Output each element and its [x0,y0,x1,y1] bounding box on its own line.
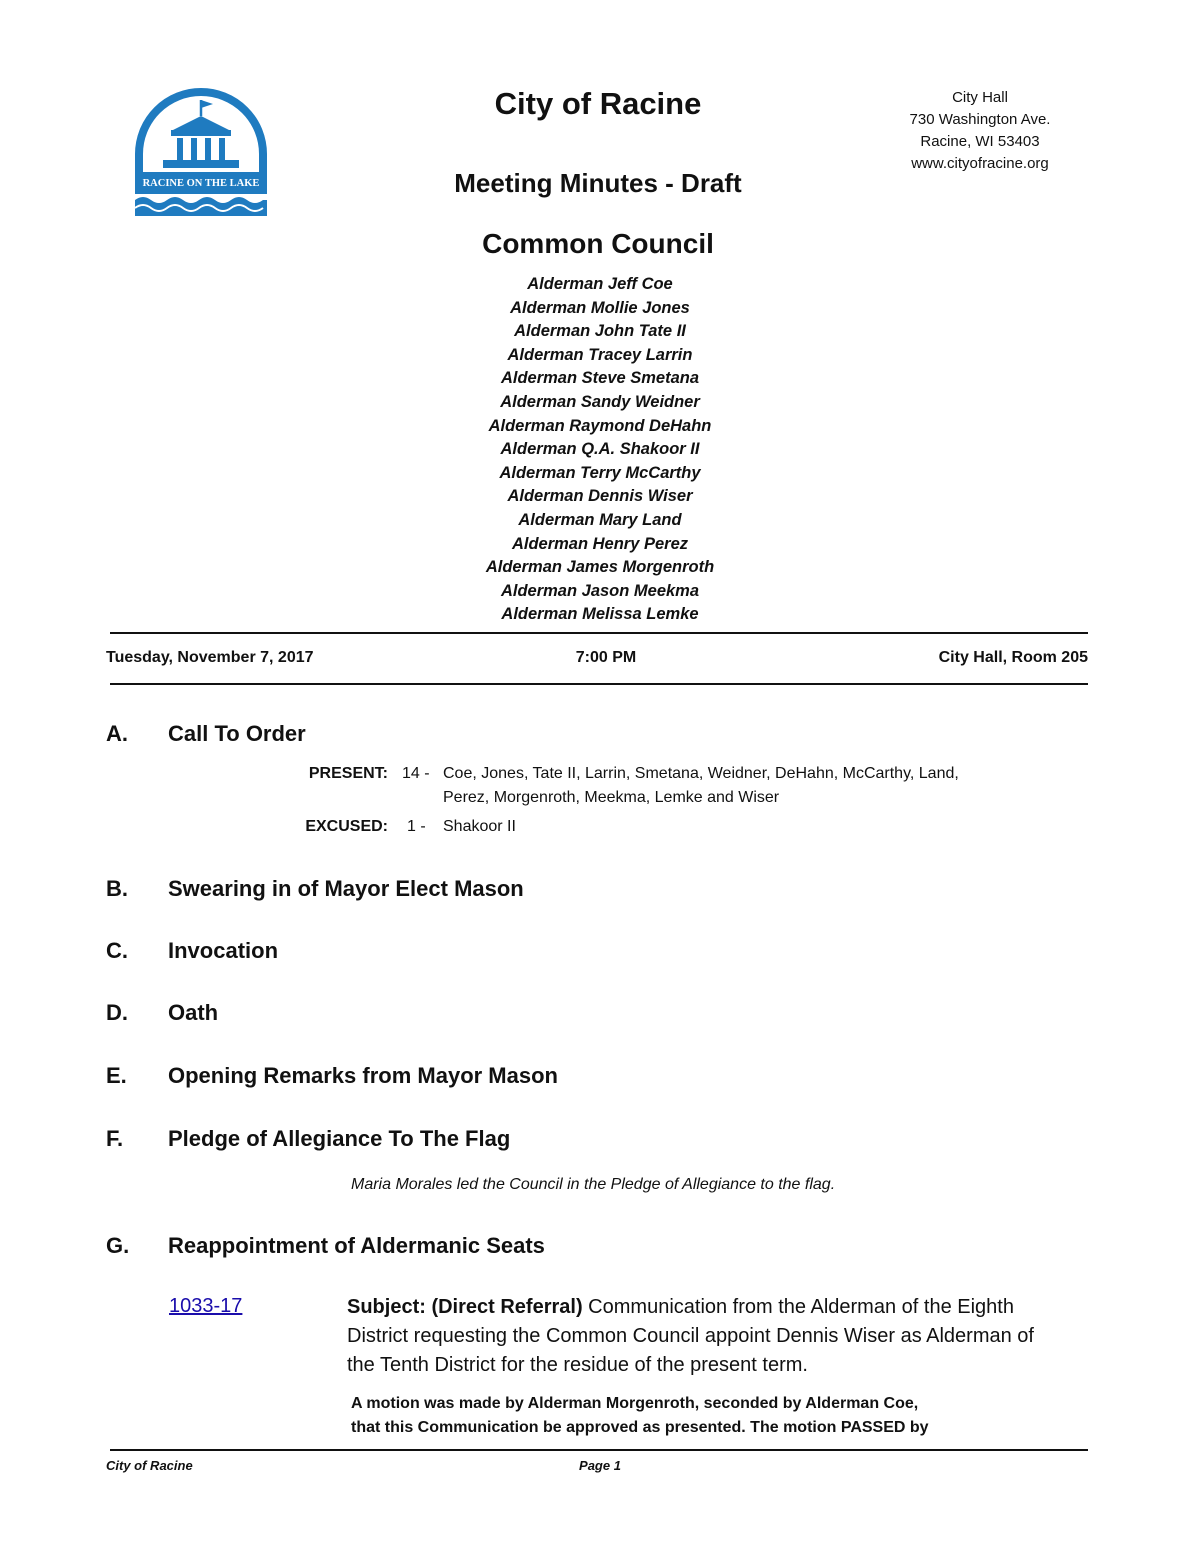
section-heading [106,876,524,902]
alderman-name: Alderman Tracey Larrin [507,345,693,364]
section-letter: A. [106,721,128,746]
pledge-note: Maria Morales led the Council in the Pledge of Allegiance to the flag. [351,1176,836,1193]
address-line: 730 Washington Ave. [909,111,1051,128]
section-title: Pledge of Allegiance To The Flag [168,1126,511,1151]
action-line: A motion was made by Alderman Morgenroth, seconded by Alderman Coe, [351,1395,919,1412]
excused-label: EXCUSED: [305,818,388,835]
subject-text: Communication from the Alderman of the Eighth District requesting the Common Council appoint Dennis Wiser as Alderman of the Tenth District for the residue of the present term. [347,1296,1034,1376]
section-letter: F. [106,1126,124,1151]
alderman-name: Alderman Melissa Lemke [501,605,699,624]
section-title: Swearing in of Mayor Elect Mason [168,876,524,901]
alderman-name: Alderman Terry McCarthy [499,463,701,482]
item-subject [347,1293,1047,1380]
section-title: Oath [168,1000,219,1025]
alderman-name: Alderman Mary Land [518,510,682,529]
address-line: City Hall [952,89,1008,106]
meeting-date: Tuesday, November 7, 2017 [106,649,314,666]
alderman-name: Alderman Jason Meekma [500,581,700,600]
excused-names: Shakoor II [443,818,516,835]
alderman-name: Alderman Mollie Jones [510,298,690,317]
website-link[interactable]: www.cityofracine.org [911,155,1049,172]
present-names [443,762,1043,810]
section-title: Invocation [168,938,279,963]
item-action [351,1392,1031,1440]
alderman-name: Alderman Q.A. Shakoor II [500,440,700,459]
divider [110,632,1088,634]
section-title: Reappointment of Aldermanic Seats [168,1233,545,1258]
alderman-name: Alderman Dennis Wiser [507,487,693,506]
alderman-name: Alderman Raymond DeHahn [488,416,712,435]
section-letter: B. [106,876,128,901]
alderman-name: Alderman Henry Perez [511,534,689,553]
section-heading [106,1063,558,1089]
footer-org: City of Racine [106,1458,193,1473]
excused-count: 1 - [407,818,426,835]
section-letter: G. [106,1233,130,1258]
present-count: 14 - [402,765,430,782]
org-name: City of Racine [494,86,702,121]
section-title: Call To Order [168,721,306,746]
page-number: Page 1 [579,1458,621,1473]
address-block [880,87,1080,175]
section-heading [106,721,306,747]
section-heading [106,1000,218,1026]
divider [110,683,1088,685]
document-title: Meeting Minutes - Draft [454,168,742,198]
alderman-name: Alderman Sandy Weidner [500,392,700,411]
file-number-link[interactable]: 1033-17 [169,1295,243,1317]
present-names-line: Perez, Morgenroth, Meekma, Lemke and Wiser [443,789,780,806]
body-name: Common Council [482,228,714,259]
section-heading [106,938,278,964]
footer-divider [110,1449,1088,1451]
section-heading [106,1126,510,1152]
alderman-name: Alderman Jeff Coe [527,275,673,293]
section-title: Opening Remarks from Mayor Mason [168,1063,558,1088]
present-names-line: Coe, Jones, Tate II, Larrin, Smetana, Weidner, DeHahn, McCarthy, Land, [443,765,959,782]
subject-label: Subject: (Direct Referral) [347,1296,583,1318]
alderman-name: Alderman John Tate II [514,322,686,341]
city-logo [133,86,269,216]
section-heading [106,1233,545,1259]
section-letter: E. [106,1063,127,1088]
alderman-name: Alderman James Morgenroth [485,558,715,577]
section-letter: D. [106,1000,128,1025]
meeting-location: City Hall, Room 205 [938,649,1088,666]
address-line: Racine, WI 53403 [920,133,1040,150]
aldermen-list [400,273,800,627]
section-letter: C. [106,938,128,963]
logo-text: RACINE ON THE LAKE [142,178,260,189]
meeting-time: 7:00 PM [575,649,637,666]
present-label: PRESENT: [308,765,388,782]
alderman-name: Alderman Steve Smetana [500,369,700,388]
action-line: that this Communication be approved as presented. The motion PASSED by [351,1419,929,1436]
